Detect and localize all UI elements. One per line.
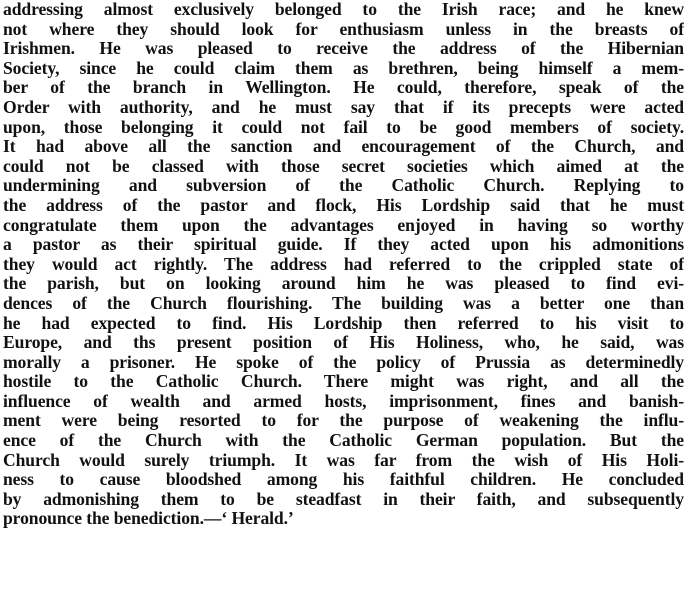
text-line: morally a prisoner. He spoke of the policy of Prussia as determinedly	[3, 352, 684, 372]
text-line: not where they should look for enthusiasm unless in the breasts of	[3, 19, 684, 39]
text-line: upon, those belonging it could not fail to be good members of society.	[3, 117, 684, 137]
text-line: Church would surely triumph. It was far from the wish of His Holi-	[3, 450, 684, 470]
text-line: he had expected to find. His Lordship then referred to his visit to	[3, 313, 684, 333]
text-line: congratulate them upon the advantages enjoyed in having so worthy	[3, 215, 684, 235]
text-line: dences of the Church flourishing. The building was a better one than	[3, 293, 684, 313]
text-line: hostile to the Catholic Church. There might was right, and all the	[3, 372, 684, 392]
text-line: they would act rightly. The address had referred to the crippled state of	[3, 254, 684, 274]
newspaper-column	[3, 0, 684, 529]
text-line: undermining and subversion of the Catholic Church. Replying to	[3, 176, 684, 196]
text-line: pronounce the benediction.—‘ Herald.’	[3, 509, 294, 529]
text-line: the parish, but on looking around him he was pleased to find evi-	[3, 274, 684, 294]
text-line: Irishmen. He was pleased to receive the address of the Hibernian	[3, 39, 684, 59]
text-line: addressing almost exclusively belonged to the Irish race; and he knew	[3, 0, 684, 19]
text-line: ber of the branch in Wellington. He could, therefore, speak of the	[3, 78, 684, 98]
text-line: ness to cause bloodshed among his faithful children. He concluded	[3, 470, 684, 490]
text-line: influence of wealth and armed hosts, imprisonment, fines and banish-	[3, 391, 684, 411]
text-line: Society, since he could claim them as brethren, being himself a mem-	[3, 58, 684, 78]
text-line: ence of the Church with the Catholic German population. But the	[3, 431, 684, 451]
text-line: Europe, and ths present position of His Holiness, who, he said, was	[3, 333, 684, 353]
text-line: could not be classed with those secret societies which aimed at the	[3, 156, 684, 176]
text-line: It had above all the sanction and encouragement of the Church, and	[3, 137, 684, 157]
text-line: Order with authority, and he must say that if its precepts were acted	[3, 97, 684, 117]
text-line: a pastor as their spiritual guide. If they acted upon his admonitions	[3, 235, 684, 255]
text-line: by admonishing them to be steadfast in their faith, and subsequently	[3, 489, 684, 509]
text-line: ment were being resorted to for the purpose of weakening the influ-	[3, 411, 684, 431]
text-line: the address of the pastor and flock, His Lordship said that he must	[3, 195, 684, 215]
